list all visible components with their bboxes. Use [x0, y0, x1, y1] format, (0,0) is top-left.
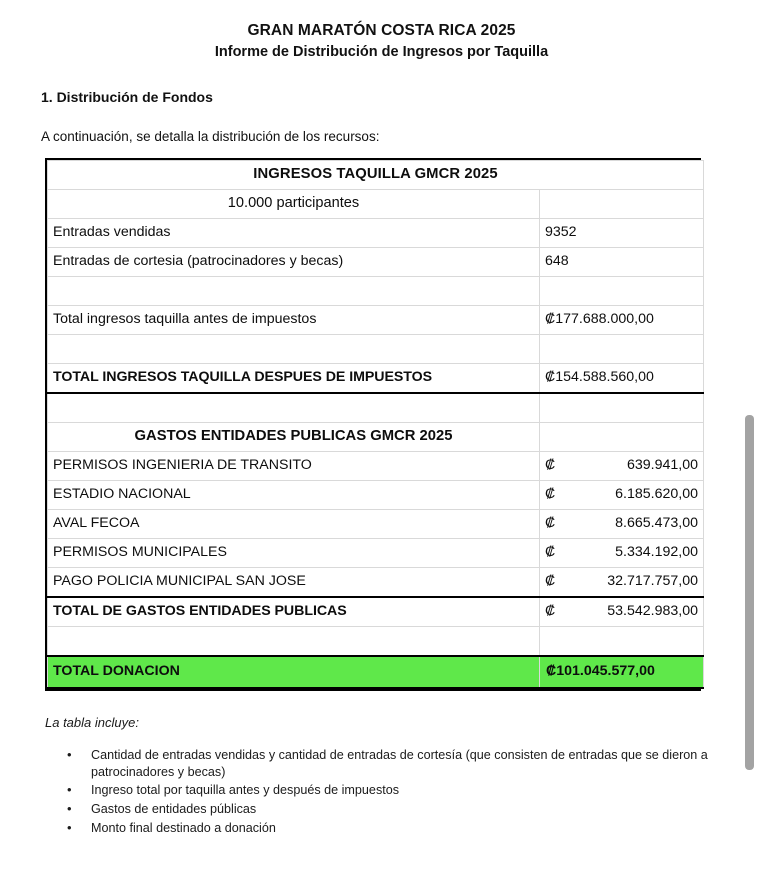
currency-symbol: ₡: [545, 456, 556, 473]
amount-value: 8.665.473,00: [615, 514, 699, 531]
list-item: • Ingreso total por taquilla antes y después de impuestos: [89, 782, 725, 799]
table-row: [48, 510, 704, 539]
currency-symbol: ₡: [545, 485, 556, 502]
row-label: Entradas de cortesia (patrocinadores y becas): [48, 248, 540, 277]
table-row-total-after-tax: [48, 364, 704, 394]
row-amount: [540, 481, 704, 510]
notes-section: [45, 715, 725, 839]
row-amount: [540, 539, 704, 568]
expenses-banner-filler: [540, 423, 704, 452]
section-heading: 1. Distribución de Fondos: [41, 89, 213, 106]
amount-value: 53.542.983,00: [607, 602, 699, 619]
expenses-total-label: TOTAL DE GASTOS ENTIDADES PUBLICAS: [48, 597, 540, 627]
notes-lead: La tabla incluye:: [45, 715, 139, 730]
total-after-tax-value: ₡154.588.560,00: [540, 364, 704, 394]
table-row: [48, 568, 704, 598]
table-row: [48, 248, 704, 277]
financial-table-container: [45, 158, 701, 691]
currency-symbol: ₡: [545, 543, 556, 560]
list-item: • Cantidad de entradas vendidas y cantidad de entradas de cortesía (que consisten de entradas que se dieron a patrocinadores y becas): [89, 747, 725, 780]
empty-cell: [48, 277, 540, 306]
currency-symbol: ₡: [545, 602, 556, 619]
amount-value: 5.334.192,00: [615, 543, 699, 560]
row-label: ESTADIO NACIONAL: [48, 481, 540, 510]
row-label: AVAL FECOA: [48, 510, 540, 539]
table-row-spacer: [48, 277, 704, 306]
participants-cell: 10.000 participantes: [48, 190, 540, 219]
row-value: 9352: [540, 219, 704, 248]
donation-total-label: TOTAL DONACION: [48, 656, 540, 688]
table-row: [48, 219, 704, 248]
row-amount: [540, 510, 704, 539]
table-row-expenses-banner: [48, 423, 704, 452]
table-row-spacer: [48, 627, 704, 657]
amount-value: 639.941,00: [627, 456, 699, 473]
table-row-donation-total: [48, 656, 704, 688]
row-label: PERMISOS MUNICIPALES: [48, 539, 540, 568]
total-after-tax-label: TOTAL INGRESOS TAQUILLA DESPUES DE IMPUESTOS: [48, 364, 540, 394]
empty-cell: [48, 393, 540, 423]
table-row-income-banner: [48, 161, 704, 190]
page-subtitle: Informe de Distribución de Ingresos por Taquilla: [214, 43, 549, 60]
currency-symbol: ₡: [545, 514, 556, 531]
table-row-participants: [48, 190, 704, 219]
amount-value: 32.717.757,00: [607, 572, 699, 589]
table-row-spacer: [48, 335, 704, 364]
total-before-tax-value: ₡177.688.000,00: [540, 306, 704, 335]
row-amount: [540, 452, 704, 481]
currency-symbol: ₡: [545, 572, 556, 589]
empty-cell: [540, 277, 704, 306]
income-banner-cell: INGRESOS TAQUILLA GMCR 2025: [48, 161, 704, 190]
table-row-spacer: [48, 393, 704, 423]
total-before-tax-label: Total ingresos taquilla antes de impuestos: [48, 306, 540, 335]
empty-cell: [48, 627, 540, 657]
financial-table-frame: [45, 158, 701, 691]
donation-total-value: ₡101.045.577,00: [540, 656, 704, 688]
row-label: PAGO POLICIA MUNICIPAL SAN JOSE: [48, 568, 540, 598]
row-label: Entradas vendidas: [48, 219, 540, 248]
expenses-total-amount: [540, 597, 704, 627]
page-title: GRAN MARATÓN COSTA RICA 2025: [247, 22, 516, 39]
title-block: [0, 0, 763, 62]
table-row: [48, 539, 704, 568]
table-row: [48, 481, 704, 510]
list-item: • Monto final destinado a donación: [89, 820, 725, 837]
table-row-expenses-total: [48, 597, 704, 627]
table-row: [48, 452, 704, 481]
notes-list: [45, 747, 725, 837]
financial-table: [47, 160, 704, 689]
scrollbar-thumb[interactable]: [745, 415, 754, 770]
expenses-banner-cell: GASTOS ENTIDADES PUBLICAS GMCR 2025: [48, 423, 540, 452]
empty-cell: [540, 393, 704, 423]
intro-paragraph: A continuación, se detalla la distribución de los recursos:: [41, 129, 380, 145]
table-row-total-before-tax: [48, 306, 704, 335]
amount-value: 6.185.620,00: [615, 485, 699, 502]
row-label: PERMISOS INGENIERIA DE TRANSITO: [48, 452, 540, 481]
list-item: • Gastos de entidades públicas: [89, 801, 725, 818]
empty-cell: [48, 335, 540, 364]
empty-cell: [540, 190, 704, 219]
empty-cell: [540, 335, 704, 364]
row-value: 648: [540, 248, 704, 277]
row-amount: [540, 568, 704, 598]
empty-cell: [540, 627, 704, 657]
